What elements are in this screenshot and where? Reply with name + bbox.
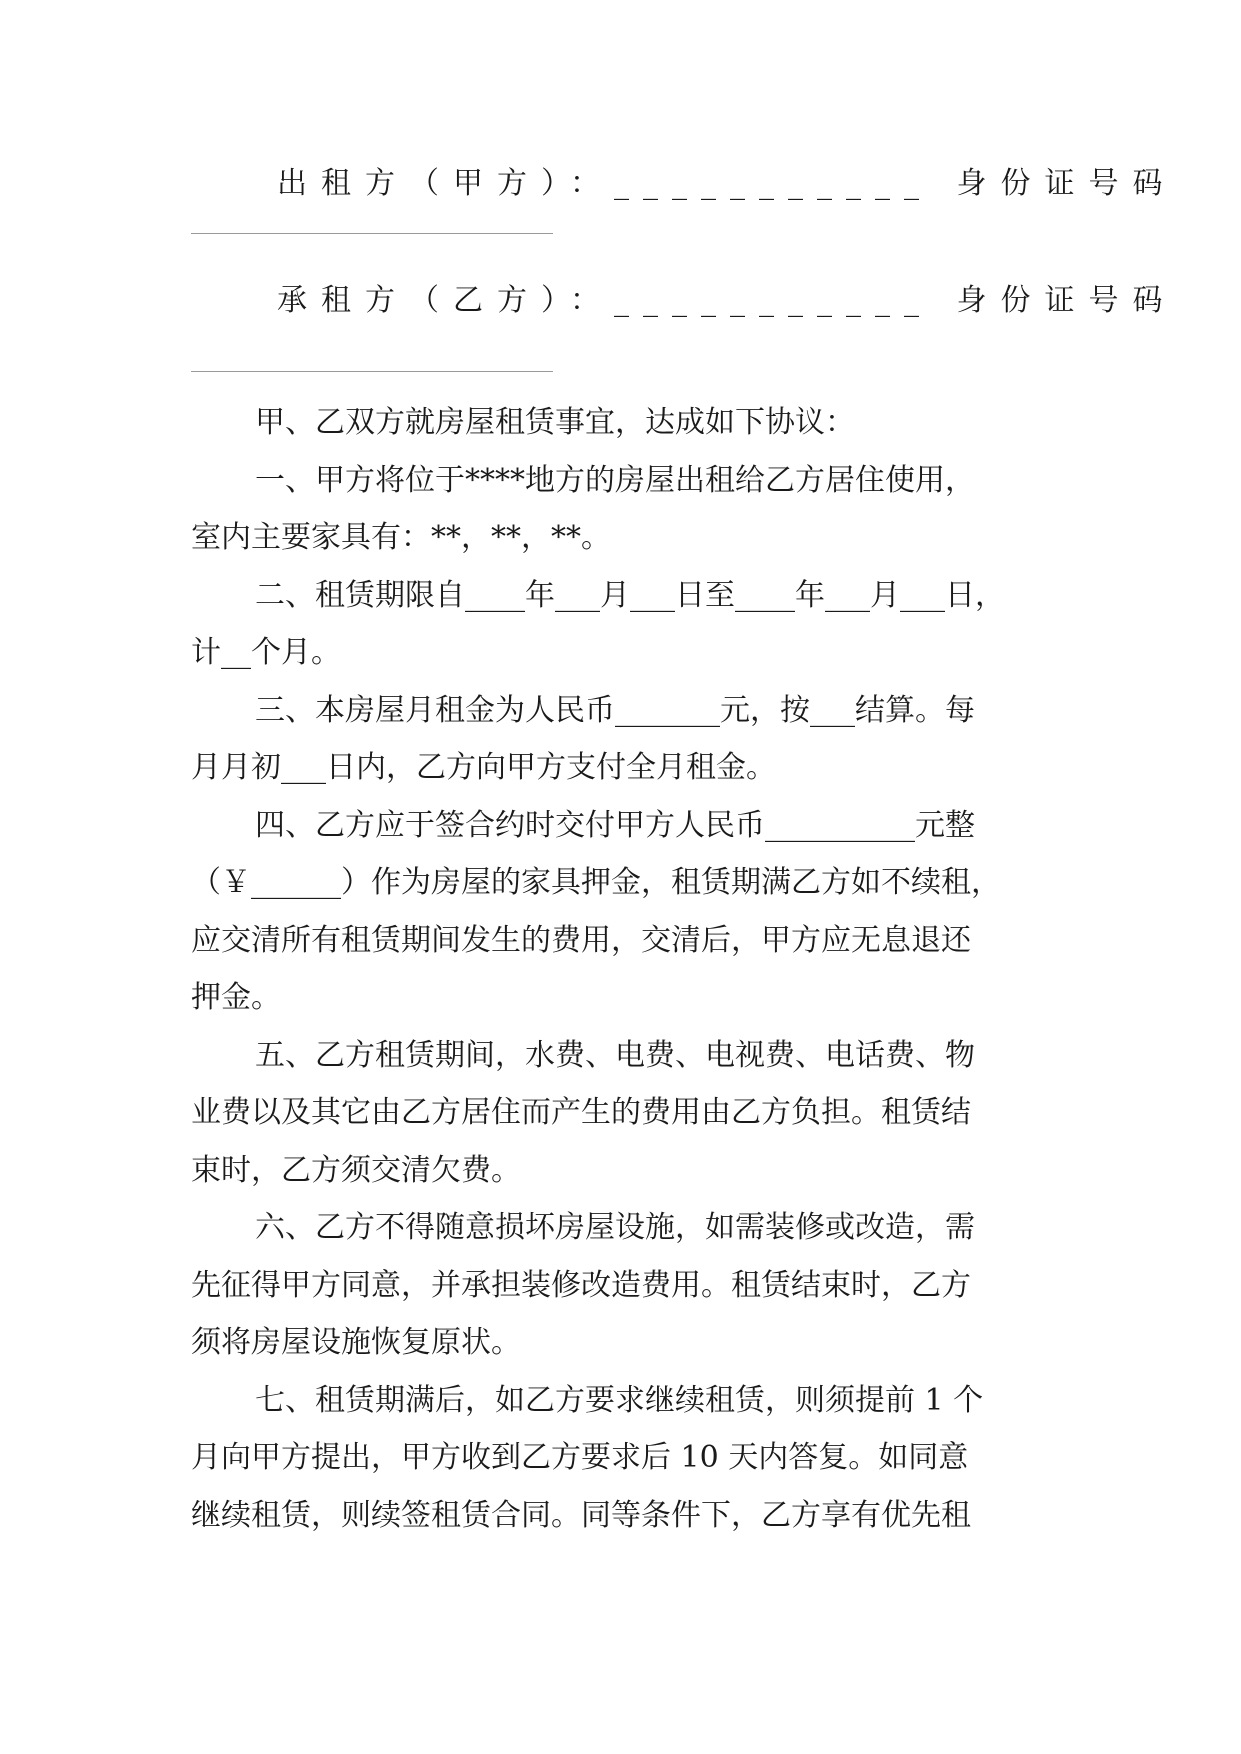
clause-4-line-2: （￥______）作为房屋的家具押金，租赁期满乙方如不续租，	[191, 865, 1001, 900]
clause-5-line-1: 五、乙方租赁期间，水费、电费、电视费、电话费、物	[255, 1038, 975, 1073]
clause-5-line-2: 业费以及其它由乙方居住而产生的费用由乙方负担。租赁结	[191, 1095, 971, 1130]
clause-6-line-2: 先征得甲方同意，并承担装修改造费用。租赁结束时，乙方	[191, 1268, 971, 1303]
intro-line: 甲、乙双方就房屋租赁事宜，达成如下协议：	[255, 405, 855, 440]
clause-4-line-4: 押金。	[191, 980, 281, 1015]
clause-2-line-1: 二、租赁期限自____年___月___日至____年___月___日，	[255, 578, 1005, 613]
clause-5-line-3: 束时，乙方须交清欠费。	[191, 1153, 521, 1188]
clause-3-line-1: 三、本房屋月租金为人民币_______元，按___结算。每	[255, 693, 975, 728]
clause-6-line-3: 须将房屋设施恢复原状。	[191, 1325, 521, 1360]
clause-7-line-3: 继续租赁，则续签租赁合同。同等条件下，乙方享有优先租	[191, 1498, 971, 1533]
clause-6-line-1: 六、乙方不得随意损坏房屋设施，如需装修或改造，需	[255, 1210, 975, 1245]
clause-4-line-3: 应交清所有租赁期间发生的费用，交清后，甲方应无息退还	[191, 923, 971, 958]
lessee-line: 承租方（乙方）：___________ 身份证号码	[277, 283, 1177, 318]
clause-7-line-1: 七、租赁期满后，如乙方要求继续租赁，则须提前 1 个	[255, 1383, 984, 1418]
lessee-id-underline	[191, 371, 553, 372]
clause-7-line-2: 月向甲方提出，甲方收到乙方要求后 10 天内答复。如同意	[191, 1440, 969, 1475]
lessor-id-underline	[191, 233, 553, 234]
clause-3-line-2: 月月初___日内，乙方向甲方支付全月租金。	[191, 750, 776, 785]
clause-1-line-2: 室内主要家具有：**，**，**。	[191, 520, 611, 555]
lessor-line: 出租方（甲方）：___________ 身份证号码	[277, 166, 1177, 201]
clause-1-line-1: 一、甲方将位于****地方的房屋出租给乙方居住使用，	[255, 463, 975, 498]
clause-4-line-1: 四、乙方应于签合约时交付甲方人民币__________元整	[255, 808, 975, 843]
clause-2-line-2: 计__个月。	[191, 635, 341, 670]
